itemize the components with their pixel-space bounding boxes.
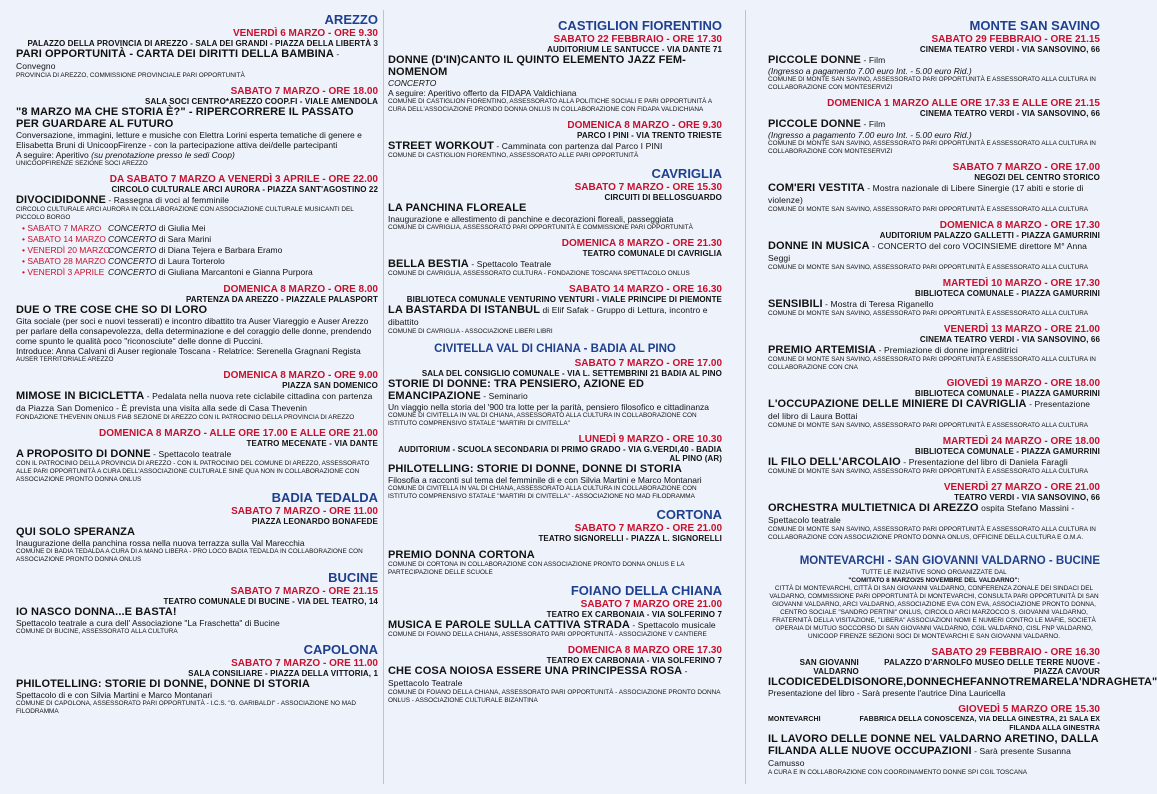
event — [388, 599, 722, 639]
town-heading: BADIA TEDALDA — [271, 490, 378, 505]
town-heading: AREZZO — [324, 12, 378, 27]
event-venue: AUDITORIUM LE SANTUCCE - VIA DANTE 71 — [547, 45, 722, 54]
event-venue: PARCO I PINI - VIA TRENTO TRIESTE — [577, 131, 722, 140]
event-title: DIVOCIDIDONNE - Rassegna di voci al femminile — [16, 194, 230, 206]
town-heading: CASTIGLION FIORENTINO — [558, 18, 722, 33]
event-date: DOMENICA 8 MARZO - ORE 17.30 — [939, 220, 1100, 231]
event-date: SABATO 29 FEBBRAIO - ORE 16.30 — [931, 647, 1100, 658]
event — [16, 174, 378, 278]
event-credit: COMUNE DI CAVRIGLIA - ASSOCIAZIONE LIBERI LIBRI — [388, 328, 553, 335]
event-venue: CINEMA TEATRO VERDI - VIA SANSOVINO, 66 — [919, 45, 1100, 54]
event-title: IL FILO DELL'ARCOLAIO - Presentazione del libro di Daniela Faragli — [768, 456, 1068, 468]
event — [768, 378, 1100, 430]
event-date: MARTEDÌ 10 MARZO - ORE 17.30 — [942, 278, 1100, 289]
event-title: COM'ERI VESTITA - Mostra nazionale di Libere Sinergie (17 abiti e storie di violenze) — [768, 182, 1084, 205]
event-title: PICCOLE DONNE - Film — [768, 54, 886, 66]
event — [768, 647, 1157, 698]
event-date: VENERDÌ 6 MARZO - ORE 9.30 — [232, 28, 378, 39]
event-date: GIOVEDÌ 19 MARZO - ORE 18.00 — [946, 378, 1100, 389]
event-credit: COMUNE DI BUCINE, ASSESSORATO ALLA CULTURA — [16, 628, 178, 635]
event-town: SAN GIOVANNI VALDARNO — [799, 658, 859, 676]
event-title: ORCHESTRA MULTIETNICA DI AREZZO ospita Stefano Massini - Spettacolo teatrale — [768, 502, 1075, 525]
event-venue: CIRCOLO CULTURALE ARCI AURORA - PIAZZA SANT'AGOSTINO 22 — [111, 185, 378, 194]
event-description: Spettacolo di e con Silvia Martini e Marco Montanari — [16, 690, 213, 700]
event-description: Inaugurazione e allestimento di panchine e decorazioni floreali, passeggiata — [388, 214, 674, 224]
list-item: • SABATO 14 MARZO CONCERTO di Sara Marini — [22, 234, 378, 245]
column-divider — [745, 10, 746, 784]
town-heading: CAVRIGLIA — [651, 166, 722, 181]
event-credit: COMUNE DI CASTIGLION FIORENTINO, ASSESSORATO ALLA POLITICHE SOCIALI E PARI OPPORTUNITÀ A CURA DELL'ASSOCIAZIONE PRONDO DONNA ONLUS IN COLLABORAZIONE CON FIDAPA VALDICHIANA — [388, 98, 712, 113]
event-venue: BIBLIOTECA COMUNALE VENTURINO VENTURI - VIALE PRINCIPE DI PIEMONTE — [406, 295, 722, 304]
event-venue: SALA CONSILIARE - PIAZZA DELLA VITTORIA, 1 — [188, 669, 378, 678]
event-credit: COMUNE DI CAVRIGLIA, ASSESSORATO CULTURA - FONDAZIONE TOSCANA SPETTACOLO ONLUS — [388, 270, 690, 277]
event — [388, 34, 722, 114]
event — [16, 586, 378, 636]
event-venue: NEGOZI DEL CENTRO STORICO — [974, 173, 1100, 182]
event — [768, 98, 1100, 156]
event-credit: COMUNE DI MONTE SAN SAVINO, ASSESSORATO PARI OPPORTUNITÀ E ASSESSORATO ALLA CULTURA IN COLLABORAZIONE CON MONTESERVIZI — [768, 76, 1096, 91]
event — [16, 86, 378, 168]
event-venue: TEATRO VERDI - VIA SANSOVINO, 66 — [954, 493, 1100, 502]
event-title: IL LAVORO DELLE DONNE NEL VALDARNO ARETINO, DALLA FILANDA ALLE NUOVE OCCUPAZIONI - Sarà presente Susanna Camusso — [768, 733, 1099, 768]
event-date: SABATO 14 MARZO - ORE 16.30 — [569, 284, 722, 295]
event-venue-row — [768, 715, 1100, 733]
event — [768, 704, 1100, 777]
event — [388, 358, 722, 428]
event-venue: SALA DEL CONSIGLIO COMUNALE - VIA L. SETTEMBRINI 21 BADIA AL PINO — [421, 369, 722, 378]
event-credit: COMUNE DI MONTE SAN SAVINO, ASSESSORATO PARI OPPORTUNITÀ E ASSESSORATO ALLA CULTURA IN COLLABORAZIONE CON CNA — [768, 356, 1096, 371]
event-title: DUE O TRE COSE CHE SO DI LORO — [16, 304, 208, 316]
event-venue: AUDITORIUM - SCUOLA SECONDARIA DI PRIMO GRADO - VIA G.VERDI,40 - BADIA AL PINO (AR) — [398, 445, 722, 463]
event-venue: TEATRO EX CARBONAIA - VIA SOLFERINO 7 — [546, 610, 722, 619]
event-credit: COMUNE DI MONTE SAN SAVINO, ASSESSORATO PARI OPPORTUNITÀ E ASSESSORATO ALLA CULTURA — [768, 468, 1089, 475]
event-venue: BIBLIOTECA COMUNALE - PIAZZA GAMURRINI — [915, 389, 1100, 398]
event-date: DOMENICA 8 MARZO - ORE 8.00 — [223, 284, 378, 295]
event — [388, 182, 722, 232]
event-title: PREMIO DONNA CORTONA — [388, 549, 535, 561]
event-date: SABATO 7 MARZO - ORE 11.00 — [231, 658, 378, 669]
event-credit: CIRCOLO CULTURALE ARCI AURORA IN COLLABORAZIONE CON ASSOCIAZIONE CULTURALE MUSICANTI DEL PICCOLO BORGO — [16, 206, 354, 221]
event — [16, 28, 378, 80]
event-date: SABATO 7 MARZO - ORE 17.00 — [574, 358, 722, 369]
event-venue: BIBLIOTECA COMUNALE - PIAZZA GAMURRINI — [915, 447, 1100, 456]
event-title: QUI SOLO SPERANZA — [16, 526, 136, 538]
event-venue: PALAZZO D'ARNOLFO MUSEO DELLE TERRE NUOVE - PIAZZA CAVOUR — [884, 658, 1100, 676]
event-credit: COMUNE DI MONTE SAN SAVINO, ASSESSORATO PARI OPPORTUNITÀ E ASSESSORATO ALLA CULTURA IN COLLABORAZIONE CON MONTESERVIZI — [768, 140, 1096, 155]
event-title: A PROPOSITO DI DONNE - Spettacolo teatrale — [16, 448, 232, 460]
event-description: Spettacolo teatrale a cura dell' Associazione "La Fraschetta" di Bucine — [16, 618, 280, 628]
event-description: Presentazione del libro - Sarà presente l'autrice Dina Lauricella — [768, 688, 1006, 698]
event-venue: PALAZZO DELLA PROVINCIA DI AREZZO - SALA DEI GRANDI - PIAZZA DELLA LIBERTÀ 3 — [27, 39, 378, 48]
event-venue: TEATRO COMUNALE DI BUCINE - VIA DEL TEATRO, 14 — [163, 597, 378, 606]
event-date: DA SABATO 7 MARZO A VENERDÌ 3 APRILE - ORE 22.00 — [109, 174, 378, 185]
event-venue: PIAZZA SAN DOMENICO — [282, 381, 378, 390]
event-venue: BIBLIOTECA COMUNALE - PIAZZA GAMURRINI — [915, 289, 1100, 298]
event-credit: COMUNE DI FOIANO DELLA CHIANA, ASSESSORATO PARI OPPORTUNITÀ - ASSOCIAZIONE PRONTO DONNA ONLUS - ASSOCIAZIONE CULTURALE BIZANTINA — [388, 689, 721, 704]
event-credit: COMUNE DI BADIA TEDALDA A CURA DI A MANO LIBERA - PRO LOCO BADIA TEDALDA IN COLLABORAZIONE CON ASSOCIAZIONE PRONTO DONNA ONLUS — [16, 548, 363, 563]
event-description: Conversazione, immagini, letture e musiche con Elettra Lorini esperta tematiche di genere e Elisabetta Bruni di UnicoopFirenze - con la partecipazione attiva dei/delle partecipanti — [16, 130, 362, 150]
event-date: DOMENICA 8 MARZO - ORE 9.30 — [567, 120, 722, 131]
event-title: PICCOLE DONNE - Film — [768, 118, 886, 130]
town-heading: MONTEVARCHI - SAN GIOVANNI VALDARNO - BUCINE — [799, 555, 1100, 567]
list-item: • VENERDÌ 3 APRILE CONCERTO di Giuliana Marcantoni e Gianna Purpora — [22, 267, 378, 278]
town-heading: FOIANO DELLA CHIANA — [570, 583, 722, 598]
event-title: PREMIO ARTEMISIA - Premiazione di donne imprenditrici — [768, 344, 1018, 356]
event-credit: COMUNE DI CAVRIGLIA, ASSESSORATO PARI OPPORTUNITÀ E COMMISSIONE PARI OPPORTUNITÀ — [388, 224, 693, 231]
event — [388, 523, 722, 577]
event-credit: COMUNE DI MONTE SAN SAVINO, ASSESSORATO PARI OPPORTUNITÀ E ASSESSORATO ALLA CULTURA — [768, 206, 1089, 213]
event-date: SABATO 7 MARZO - ORE 17.00 — [952, 162, 1100, 173]
event-date: VENERDÌ 13 MARZO - ORE 21.00 — [943, 324, 1100, 335]
list-item: • VENERDÌ 20 MARZO CONCERTO di Diana Tejera e Barbara Eramo — [22, 245, 378, 256]
event-venue: CINEMA TEATRO VERDI - VIA SANSOVINO, 66 — [919, 335, 1100, 344]
event-title: MIMOSE IN BICICLETTA - Pedalata nella nuova rete ciclabile cittadina con partenza da Piazza San Domenico - È prevista una visita alla sede di Casa Thevenin — [16, 390, 373, 413]
event-credit: COMUNE DI FOIANO DELLA CHIANA, ASSESSORATO PARI OPPORTUNITÀ - ASSOCIAZIONE V CANTIERE — [388, 631, 707, 638]
event-venue: TEATRO EX CARBONAIA - VIA SOLFERINO 7 — [546, 656, 722, 665]
event-venue-row — [768, 658, 1100, 676]
event-title: CHE COSA NOIOSA ESSERE UNA PRINCIPESSA ROSA - Spettacolo Teatrale — [388, 665, 688, 688]
event — [768, 278, 1100, 318]
event — [768, 220, 1100, 272]
event-date: DOMENICA 8 MARZO - ORE 9.00 — [223, 370, 378, 381]
committee-note: TUTTE LE INIZIATIVE SONO ORGANIZZATE DAL — [861, 569, 1007, 576]
event-date: SABATO 7 MARZO - ORE 11.00 — [231, 506, 378, 517]
event-venue: CINEMA TEATRO VERDI - VIA SANSOVINO, 66 — [919, 109, 1100, 118]
event-title: "8 MARZO MA CHE STORIA È?" - RIPERCORRERE IL PASSATO PER GUARDARE AL FUTURO — [16, 106, 354, 130]
list-item: • SABATO 28 MARZO CONCERTO di Laura Torterolo — [22, 256, 378, 267]
event-date: SABATO 7 MARZO - ORE 21.15 — [230, 586, 378, 597]
town-heading: CAPOLONA — [303, 642, 378, 657]
column-left — [16, 12, 378, 790]
event-title: PHILOTELLING: STORIE DI DONNE, DONNE DI STORIA — [16, 678, 310, 690]
event-kind: CONCERTO — [388, 78, 437, 88]
event-venue: CIRCUITI DI BELLOSGUARDO — [604, 193, 722, 202]
event-title: LA PANCHINA FLOREALE — [388, 202, 527, 214]
event — [388, 238, 722, 278]
column-right — [768, 12, 1157, 790]
event — [16, 428, 378, 484]
concert-list — [22, 223, 378, 278]
event — [16, 506, 378, 564]
event-title: DONNE (D'IN)CANTO IL QUINTO ELEMENTO JAZZ FEM-NOMENOM — [388, 54, 686, 78]
event-venue: SALA SOCI CENTRO*AREZZO COOP.FI - VIALE AMENDOLA — [145, 97, 378, 106]
event-description: (Ingresso a pagamento 7.00 euro Int. - 5.00 euro Rid.) — [768, 130, 972, 140]
event-credit: UNICOOPFIRENZE SEZIONE SOCI AREZZO — [16, 160, 148, 167]
event-description: A seguire: Aperitivo offerto da FIDAPA Valdichiana — [388, 88, 577, 98]
event-title: L'OCCUPAZIONE DELLE MINIERE DI CAVRIGLIA - Presentazione del libro di Laura Bottai — [768, 398, 1091, 421]
event-title: BELLA BESTIA - Spettacolo Teatrale — [388, 258, 552, 270]
event-description: (Ingresso a pagamento 7.00 euro Int. - 5.00 euro Rid.) — [768, 66, 972, 76]
event-title: IO NASCO DONNA...E BASTA! — [16, 606, 177, 618]
event — [388, 434, 722, 501]
event-venue: AUDITORIUM PALAZZO GALLETTI - PIAZZA GAMURRINI — [879, 231, 1100, 240]
event-date: SABATO 7 MARZO - ORE 18.00 — [230, 86, 378, 97]
list-item: • SABATO 7 MARZO CONCERTO di Giulia Mei — [22, 223, 378, 234]
event — [768, 482, 1100, 542]
event-credit: COMUNE DI CIVITELLA IN VAL DI CHIANA, ASSESSORATO ALLA CULTURA IN COLLABORAZIONE CON ISTITUTO COMPRENSIVO STATALE "MARTIRI DI CIVITELLA" - ASSOCIAZIONE NO MAD FILODRAMMA — [388, 485, 697, 500]
town-heading: MONTE SAN SAVINO — [969, 18, 1100, 33]
event — [388, 645, 722, 705]
event-credit: FONDAZIONE THEVENIN ONLUS FIAB SEZIONE DI AREZZO CON IL PATROCINIO DELLA PROVINCIA DI AREZZO — [16, 414, 355, 421]
event — [768, 34, 1100, 92]
event-date: DOMENICA 8 MARZO - ORE 21.30 — [561, 238, 722, 249]
event-title: MUSICA E PAROLE SULLA CATTIVA STRADA - Spettacolo musicale — [388, 619, 716, 631]
event-credit: COMUNE DI CIVITELLA IN VAL DI CHIANA, ASSESSORATO ALLA CULTURA IN COLLABORAZIONE CON ISTITUTO COMPRENSIVO STATALE "MARTIRI DI CIVITELLA" — [388, 412, 697, 427]
event-credit: COMUNE DI MONTE SAN SAVINO, ASSESSORATO PARI OPPORTUNITÀ E ASSESSORATO ALLA CULTURA — [768, 310, 1089, 317]
event-title: ILCODICEDELDISONORE,DONNECHEFANNOTREMARELA'NDRAGHETA" — [768, 676, 1157, 688]
event-date: DOMENICA 1 MARZO ALLE ORE 17.33 E ALLE ORE 21.15 — [827, 98, 1100, 109]
event — [16, 370, 378, 422]
event-venue: PARTENZA DA AREZZO - PIAZZALE PALASPORT — [185, 295, 378, 304]
event-date: SABATO 7 MARZO - ORE 15.30 — [574, 182, 722, 193]
event-date: SABATO 22 FEBBRAIO - ORE 17.30 — [553, 34, 722, 45]
committee-members: CITTÀ DI MONTEVARCHI, CITTÀ DI SAN GIOVANNI VALDARNO, CONFERENZA ZONALE DEI SINDACI DEL VALDARNO, COMMISSIONE PARI OPPORTUNITÀ DI MONTEVARCHI, CONSULTA PARI OPPORTUNITÀ DI SAN GIOVANNI VALDARNO, ARCI VALDARNO, ASSOCIAZIONE EVA CON EVA, ASSOCIAZIONE PRONTO DONNA, CENTRO SOCIALE "SANDRO PERTINI" ONLUS, CIRCOLO ARCI MARZOCCO S. GIOVANNI VALDARNO, FRATERNITÀ DELLA VISITAZIONE, "LIBERA" ASSOCIAZIONI NOMI E NUMERI CONTRO LE MAFIE, SOCIETÀ OPERAIA DI MUTUO SOCCORSO DI SAN GIOVANNI VALDARNO, CGIL VALDARNO, CISL FNP VALDARNO, UNICOOP FIRENZE SEZIONI SOCI DI MONTEVARCHI E SAN GIOVANNI VALDARNO. — [769, 585, 1099, 640]
event-title: DONNE IN MUSICA - CONCERTO del coro VOCINSIEME direttore M° Anna Seggi — [768, 240, 1087, 263]
town-heading: CORTONA — [656, 507, 722, 522]
event-venue: PIAZZA LEONARDO BONAFEDE — [251, 517, 378, 526]
event-credit: CON IL PATROCINIO DELLA PROVINCIA DI AREZZO - CON IL PATROCINIO DEL COMUNE DI AREZZO, ASSESSORATO ALLE PARI OPPORTUNITÀ A CURA DELL'ASSOCIAZIONE CULTURALE SINE QUA NON IN COLLABORAZIONE CON ASSOCIAZIONE PRONTO DONNA ONLUS — [16, 460, 370, 483]
town-heading: BUCINE — [328, 570, 378, 585]
event-title: STORIE DI DONNE: TRA PENSIERO, AZIONE ED EMANCIPAZIONE - Seminario — [388, 378, 645, 402]
event — [388, 284, 722, 336]
event-title: PARI OPPORTUNITÀ - CARTA DEI DIRITTI DELLA BAMBINA - Convegno — [16, 48, 340, 71]
event-intro: Introduce: Anna Calvani di Auser regionale Toscana - Relatrice: Serenella Gragnani Regista — [16, 346, 361, 356]
event-date: DOMENICA 8 MARZO - ALLE ORE 17.00 E ALLE ORE 21.00 — [99, 428, 378, 439]
event — [768, 436, 1100, 476]
event-title: PHILOTELLING: STORIE DI DONNE, DONNE DI STORIA — [388, 463, 682, 475]
event-credit: A CURA E IN COLLABORAZIONE CON COORDINAMENTO DONNE SPI CGIL TOSCANA — [768, 769, 1027, 776]
column-divider — [383, 10, 384, 784]
event — [16, 658, 378, 716]
committee-name: "COMITATO 8 MARZO/25 NOVEMBRE DEL VALDARNO": — [848, 577, 1020, 584]
event-date: SABATO 7 MARZO - ORE 21.00 — [574, 523, 722, 534]
event-description: Inaugurazione della panchina rossa nella nuova terrazza sulla Val Marecchia — [16, 538, 305, 548]
event-title: LA BASTARDA DI ISTANBUL di Elif Safak - Gruppo di Lettura, incontro e dibattito — [388, 304, 708, 327]
event-note: A seguire: Aperitivo (su prenotazione presso le sedi Coop) — [16, 150, 235, 160]
event-date: SABATO 29 FEBBRAIO - ORE 21.15 — [931, 34, 1100, 45]
event-venue: FABBRICA DELLA CONOSCENZA, VIA DELLA GINESTRA, 21 SALA EX FILANDA ALLA GINESTRA — [859, 716, 1100, 732]
column-middle — [388, 12, 722, 790]
event-title: STREET WORKOUT - Camminata con partenza dal Parco I PINI — [388, 140, 663, 152]
event-credit: COMUNE DI MONTE SAN SAVINO, ASSESSORATO PARI OPPORTUNITÀ E ASSESSORATO ALLA CULTURA — [768, 264, 1089, 271]
event — [768, 324, 1100, 372]
event-credit: COMUNE DI CASTIGLION FIORENTINO, ASSESSORATO ALLE PARI OPPORTUNITÀ — [388, 152, 639, 159]
event-venue: TEATRO COMUNALE DI CAVRIGLIA — [582, 249, 722, 258]
event — [388, 120, 722, 160]
event-date: VENERDÌ 27 MARZO - ORE 21.00 — [943, 482, 1100, 493]
event — [16, 284, 378, 364]
event-venue: TEATRO SIGNORELLI - PIAZZA L. SIGNORELLI — [538, 534, 722, 543]
event-description: Filosofia a racconti sul tema del femminile di e con Silvia Martini e Marco Montanari — [388, 475, 702, 485]
event-date: MARTEDÌ 24 MARZO - ORE 18.00 — [942, 436, 1100, 447]
event-credit: COMUNE DI CORTONA IN COLLABORAZIONE CON ASSOCIAZIONE PRONTO DONNA ONLUS E LA PARTECIPAZIONE DELLE SCUOLE — [388, 561, 685, 576]
event-town: MONTEVARCHI — [768, 716, 821, 723]
event-date: GIOVEDÌ 5 MARZO ORE 15.30 — [958, 704, 1100, 715]
event-date: SABATO 7 MARZO ORE 21.00 — [580, 599, 722, 610]
event — [768, 162, 1100, 214]
event-credit: COMUNE DI CAPOLONA, ASSESSORATO PARI OPPORTUNITÀ - I.C.S. "G. GARIBALDI" - ASSOCIAZIONE NO MAD FILODRAMMA — [16, 700, 356, 715]
event-description: Un viaggio nella storia del '900 tra lotte per la parità, pensiero filosofico e cittadinanza — [388, 402, 710, 412]
event-venue: TEATRO MECENATE - VIA DANTE — [246, 439, 378, 448]
event-description: Gita sociale (per soci e nuovi tesserati) e incontro dibattito tra Auser Viareggio e Auser Arezzo per parlare della consapevolezza, della determinazione e del coraggio delle donne, prendendo come spunto le qualità poco "riconosciute" delle donne di Puccini. — [16, 316, 372, 346]
event-date: LUNEDÌ 9 MARZO - ORE 10.30 — [578, 434, 722, 445]
event-credit: AUSER TERRITORIALE AREZZO — [16, 356, 114, 363]
event-credit: COMUNE DI MONTE SAN SAVINO, ASSESSORATO PARI OPPORTUNITÀ E ASSESSORATO ALLA CULTURA — [768, 422, 1089, 429]
event-credit: PROVINCIA DI AREZZO, COMMISSIONE PROVINCIALE PARI OPPORTUNITÀ — [16, 72, 245, 79]
event-title: SENSIBILI - Mostra di Teresa Riganello — [768, 298, 934, 310]
event-credit: COMUNE DI MONTE SAN SAVINO, ASSESSORATO PARI OPPORTUNITÀ E ASSESSORATO ALLA CULTURA IN COLLABORAZIONE CON ASSOCIAZIONE PRONTO DONNA ONLUS, OFFICINE DELLA CULTURA E O.M.A. — [768, 526, 1096, 541]
town-heading: CIVITELLA VAL DI CHIANA - BADIA AL PINO — [434, 343, 676, 355]
event-date: DOMENICA 8 MARZO ORE 17.30 — [567, 645, 722, 656]
